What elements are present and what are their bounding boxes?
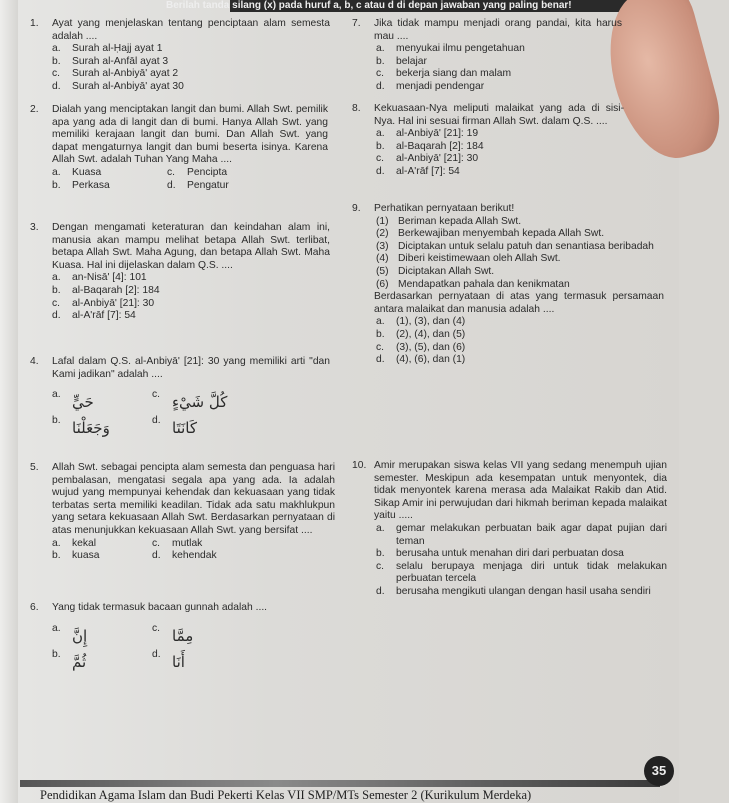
option-letter: c. bbox=[376, 560, 385, 572]
option-letter: c. bbox=[152, 389, 161, 401]
answer-option-b[interactable] bbox=[374, 56, 622, 69]
statement-number: (2) bbox=[376, 228, 389, 240]
question-body bbox=[52, 104, 328, 192]
question-text: Amir merupakan siswa kelas VII yang sedang menempuh ujian semester. Meskipun ada kesempatan untuk menyontek, dia tidak menyontek karena merasa ada Malaikat Rakib dan Atid. Sikap Amir ini perwujudan dari hikmah beriman kepada malaikat yaitu ..... bbox=[374, 460, 667, 522]
statement-item bbox=[374, 228, 664, 241]
option-text: kehendak bbox=[172, 550, 217, 562]
option-text: menyukai ilmu pengetahuan bbox=[396, 43, 525, 55]
answer-option-c[interactable] bbox=[152, 389, 252, 415]
answer-option-a[interactable] bbox=[374, 43, 622, 56]
option-letter: b. bbox=[376, 55, 385, 67]
option-letter: d. bbox=[376, 80, 385, 92]
answer-options bbox=[52, 389, 252, 441]
option-letter: a. bbox=[52, 622, 61, 634]
option-letter: d. bbox=[52, 80, 61, 92]
answer-option-a[interactable] bbox=[52, 43, 330, 56]
question-body bbox=[374, 103, 624, 179]
answer-option-c[interactable] bbox=[374, 342, 664, 355]
answer-option-b[interactable] bbox=[52, 56, 330, 69]
answer-option-a[interactable] bbox=[52, 623, 152, 649]
statement-number: (5) bbox=[376, 265, 389, 277]
statement-item bbox=[374, 216, 664, 229]
answer-option-d[interactable] bbox=[374, 586, 667, 599]
option-text: menjadi pendengar bbox=[396, 80, 485, 92]
option-letter: b. bbox=[376, 328, 385, 340]
statement-text: Beriman kepada Allah Swt. bbox=[398, 215, 522, 227]
question-body bbox=[52, 222, 330, 323]
answer-option-a[interactable] bbox=[52, 389, 152, 415]
statement-item bbox=[374, 241, 664, 254]
option-text: bekerja siang dan malam bbox=[396, 68, 512, 80]
question-number: 10. bbox=[352, 460, 367, 471]
option-letter: d. bbox=[376, 585, 385, 597]
question-8 bbox=[352, 103, 624, 179]
statement-text: Berkewajiban menyembah kepada Allah Swt. bbox=[398, 228, 605, 240]
question-3 bbox=[30, 222, 330, 323]
question-text: Kekuasaan-Nya meliputi malaikat yang ada di sisi-Nya. Hal ini sesuai firman Allah Swt. dalam Q.S. .... bbox=[374, 103, 624, 127]
option-letter: b. bbox=[52, 550, 61, 562]
page-number: 35 bbox=[644, 756, 674, 786]
answer-option-b[interactable] bbox=[52, 180, 167, 193]
answer-options bbox=[374, 128, 624, 178]
answer-option-d[interactable] bbox=[152, 550, 252, 563]
answer-option-d[interactable] bbox=[374, 81, 622, 94]
question-number: 2. bbox=[30, 104, 39, 115]
option-text: Surah al-Ḥajj ayat 1 bbox=[72, 43, 163, 55]
question-number: 4. bbox=[30, 356, 39, 367]
option-text: belajar bbox=[396, 55, 427, 67]
option-text: mutlak bbox=[172, 537, 203, 549]
option-letter: d. bbox=[152, 415, 161, 427]
answer-option-b[interactable] bbox=[52, 415, 152, 441]
option-letter: a. bbox=[376, 128, 385, 140]
option-letter: d. bbox=[376, 354, 385, 366]
answer-option-a[interactable] bbox=[374, 316, 664, 329]
statement-number: (6) bbox=[376, 278, 389, 290]
option-text: al-A'rāf [7]: 54 bbox=[72, 310, 136, 322]
answer-option-b[interactable] bbox=[374, 548, 667, 561]
question-1 bbox=[30, 18, 330, 94]
statement-number: (3) bbox=[376, 240, 389, 252]
answer-options bbox=[374, 523, 667, 599]
option-letter: d. bbox=[152, 550, 161, 562]
answer-option-c[interactable] bbox=[52, 298, 330, 311]
answer-option-b[interactable] bbox=[52, 285, 330, 298]
option-text: (1), (3), dan (4) bbox=[396, 316, 466, 328]
answer-option-c[interactable] bbox=[374, 153, 624, 166]
option-letter: c. bbox=[152, 537, 161, 549]
option-text: كَانَتَا bbox=[172, 419, 197, 438]
option-text: Kuasa bbox=[72, 166, 102, 178]
answer-option-d[interactable] bbox=[374, 166, 624, 179]
question-body bbox=[52, 602, 330, 675]
answer-option-c[interactable] bbox=[152, 538, 252, 551]
answer-option-a[interactable] bbox=[52, 538, 152, 551]
option-text: berusaha untuk menahan diri dari perbuatan dosa bbox=[396, 548, 624, 560]
question-text: Yang tidak termasuk bacaan gunnah adalah .... bbox=[52, 602, 268, 613]
answer-options bbox=[52, 538, 252, 563]
option-text: ثُمَّ bbox=[72, 652, 87, 671]
option-letter: d. bbox=[376, 165, 385, 177]
option-text: مِمَّا bbox=[172, 626, 194, 645]
option-text: gemar melakukan perbuatan baik agar dapat pujian dari teman bbox=[396, 522, 667, 547]
option-text: an-Nisā' [4]: 101 bbox=[72, 272, 147, 284]
answer-option-d[interactable] bbox=[152, 649, 252, 675]
option-letter: a. bbox=[52, 166, 61, 178]
question-number: 5. bbox=[30, 462, 39, 473]
option-letter: d. bbox=[52, 310, 61, 322]
answer-option-b[interactable] bbox=[52, 550, 152, 563]
statement-text: Diberi keistimewaan oleh Allah Swt. bbox=[398, 253, 561, 265]
answer-option-d[interactable] bbox=[52, 81, 330, 94]
option-text: Perkasa bbox=[72, 179, 110, 191]
statement-item bbox=[374, 266, 664, 279]
option-text: وَجَعَلْنَا bbox=[72, 419, 110, 438]
answer-options bbox=[374, 43, 622, 93]
option-letter: b. bbox=[52, 179, 61, 191]
option-letter: c. bbox=[52, 68, 61, 80]
option-text: Pengatur bbox=[187, 179, 229, 191]
footer-bar bbox=[20, 780, 660, 787]
statement-text: Mendapatkan pahala dan kenikmatan bbox=[398, 278, 570, 290]
statement-number: (1) bbox=[376, 215, 389, 227]
answer-option-c[interactable] bbox=[167, 167, 282, 180]
option-text: al-Anbiyā' [21]: 30 bbox=[396, 153, 479, 165]
option-text: Pencipta bbox=[187, 166, 228, 178]
answer-option-b[interactable] bbox=[52, 649, 152, 675]
option-letter: b. bbox=[52, 415, 61, 427]
question-number: 9. bbox=[352, 203, 361, 214]
question-body bbox=[374, 203, 664, 367]
question-6 bbox=[30, 602, 330, 675]
answer-option-d[interactable] bbox=[167, 180, 282, 193]
option-letter: b. bbox=[376, 548, 385, 560]
answer-options bbox=[52, 167, 282, 192]
option-text: al-Baqarah [2]: 184 bbox=[396, 140, 484, 152]
question-number: 3. bbox=[30, 222, 39, 233]
question-9 bbox=[352, 203, 664, 367]
question-body bbox=[374, 18, 622, 94]
answer-option-c[interactable] bbox=[152, 623, 252, 649]
statement-item bbox=[374, 253, 664, 266]
question-text: Lafal dalam Q.S. al-Anbiyā' [21]: 30 yang memiliki arti "dan Kami jadikan" adalah .... bbox=[52, 356, 330, 380]
option-text: (3), (5), dan (6) bbox=[396, 341, 466, 353]
option-letter: b. bbox=[376, 140, 385, 152]
question-text: Ayat yang menjelaskan tentang penciptaan alam semesta adalah .... bbox=[52, 18, 330, 42]
option-letter: d. bbox=[152, 648, 161, 660]
answer-option-a[interactable] bbox=[52, 167, 167, 180]
option-letter: c. bbox=[376, 68, 385, 80]
option-letter: b. bbox=[52, 648, 61, 660]
statement-text: Diciptakan untuk selalu patuh dan senantiasa beribadah bbox=[398, 240, 654, 252]
option-letter: d. bbox=[167, 179, 176, 191]
question-5 bbox=[30, 462, 335, 563]
option-letter: b. bbox=[52, 284, 61, 296]
option-text: Surah al-Anbiyā' ayat 30 bbox=[72, 80, 184, 92]
question-text: Jika tidak mampu menjadi orang pandai, kita harus mau .... bbox=[374, 18, 622, 42]
answer-option-a[interactable] bbox=[52, 272, 330, 285]
statement-number: (4) bbox=[376, 253, 389, 265]
option-letter: c. bbox=[376, 341, 385, 353]
footer-title: Pendidikan Agama Islam dan Budi Pekerti Kelas VII SMP/MTs Semester 2 (Kurikulum Merdeka) bbox=[40, 788, 532, 802]
question-body bbox=[52, 462, 335, 563]
option-text: إِنَّ bbox=[72, 626, 88, 645]
answer-option-d[interactable] bbox=[152, 415, 252, 441]
question-body bbox=[374, 460, 667, 599]
option-text: حَيٍّ bbox=[72, 393, 94, 412]
option-text: Surah al-Anbiyā' ayat 2 bbox=[72, 68, 179, 80]
option-text: berusaha mengikuti ulangan dengan hasil usaha sendiri bbox=[396, 585, 651, 597]
option-letter: a. bbox=[376, 43, 385, 55]
statement-text: Diciptakan Allah Swt. bbox=[398, 265, 495, 277]
option-letter: c. bbox=[376, 153, 385, 165]
question-body bbox=[52, 18, 330, 94]
question-2 bbox=[30, 104, 328, 192]
question-text: Dialah yang menciptakan langit dan bumi. Allah Swt. pemilik apa yang ada di langit dan di bumi. Hanya Allah Swt. yang memiliki kerajaan langit dan bumi. Dan Allah Swt. yang dapat mengaturnya langit dan bumi beserta isinya. Karena Allah Swt. adalah Tuhan Yang Maha .... bbox=[52, 104, 328, 166]
answer-option-b[interactable] bbox=[374, 141, 624, 154]
option-text: أَنَا bbox=[172, 652, 185, 671]
option-text: selalu berupaya menjaga diri untuk tidak melakukan perbuatan tercela bbox=[396, 560, 667, 585]
answer-option-c[interactable] bbox=[52, 68, 330, 81]
option-letter: a. bbox=[52, 272, 61, 284]
answer-options bbox=[52, 623, 252, 675]
option-text: Surah al-Anfāl ayat 3 bbox=[72, 55, 169, 67]
option-text: kuasa bbox=[72, 550, 100, 562]
question-text-2: Berdasarkan pernyataan di atas yang termasuk persamaan antara malaikat dan manusia adalah .... bbox=[374, 291, 664, 315]
option-letter: a. bbox=[52, 43, 61, 55]
question-text: Dengan mengamati keteraturan dan keindahan alam ini, manusia akan mampu melihat betapa Allah Swt. terlibat, betapa Allah Swt. Maha Agung, dan betapa Allah Swt. Maha Kuasa. Hal ini dijelaskan dalam Q.S. .... bbox=[52, 222, 330, 271]
question-body bbox=[52, 356, 330, 441]
answer-option-c[interactable] bbox=[374, 561, 667, 586]
option-letter: a. bbox=[52, 389, 61, 401]
statement-item bbox=[374, 279, 664, 292]
answer-option-a[interactable] bbox=[374, 128, 624, 141]
answer-option-a[interactable] bbox=[374, 523, 667, 548]
question-10 bbox=[352, 460, 667, 599]
option-letter: c. bbox=[152, 622, 161, 634]
option-letter: b. bbox=[52, 55, 61, 67]
question-number: 1. bbox=[30, 18, 39, 29]
option-text: (2), (4), dan (5) bbox=[396, 328, 466, 340]
option-text: al-Anbiyā' [21]: 19 bbox=[396, 128, 479, 140]
option-letter: a. bbox=[376, 522, 385, 534]
question-number: 7. bbox=[352, 18, 361, 29]
option-text: kekal bbox=[72, 537, 97, 549]
question-text: Perhatikan pernyataan berikut! bbox=[374, 203, 515, 214]
option-letter: a. bbox=[376, 316, 385, 328]
question-number: 6. bbox=[30, 602, 39, 613]
option-text: al-Baqarah [2]: 184 bbox=[72, 284, 160, 296]
option-text: al-A'rāf [7]: 54 bbox=[396, 165, 460, 177]
option-text: al-Anbiyā' [21]: 30 bbox=[72, 297, 155, 309]
instruction-text: Berilah tanda silang (x) pada huruf a, b, c atau d di depan jawaban yang paling benar! bbox=[166, 0, 572, 11]
answer-option-d[interactable] bbox=[374, 354, 664, 367]
answer-options bbox=[52, 272, 330, 322]
question-4 bbox=[30, 356, 330, 441]
option-text: كُلَّ شَيْءٍ bbox=[172, 393, 228, 412]
option-letter: c. bbox=[52, 297, 61, 309]
answer-option-d[interactable] bbox=[52, 310, 330, 323]
option-letter: c. bbox=[167, 166, 176, 178]
option-text: (4), (6), dan (1) bbox=[396, 354, 466, 366]
question-text: Allah Swt. sebagai pencipta alam semesta dan penguasa hari pembalasan, mengatasi segala apa yang ada. Ia adalah wujud yang mempunyai kehendak dan kekuasaan yang tidak terbatas serta memiliki keadilan. Tidak ada satu makhlukpun yang setara kekuasaan Allah Swt. Berdasarkan pernyataan di atas menunjukkan kekuasaan Allah Swt. yang bersifat .... bbox=[52, 462, 335, 536]
answer-option-c[interactable] bbox=[374, 68, 622, 81]
question-number: 8. bbox=[352, 103, 361, 114]
instruction-banner bbox=[166, 0, 656, 12]
page-edge bbox=[0, 0, 18, 803]
question-7 bbox=[352, 18, 622, 94]
answer-options bbox=[374, 316, 664, 366]
option-letter: a. bbox=[52, 537, 61, 549]
answer-option-b[interactable] bbox=[374, 329, 664, 342]
answer-options bbox=[52, 43, 330, 93]
